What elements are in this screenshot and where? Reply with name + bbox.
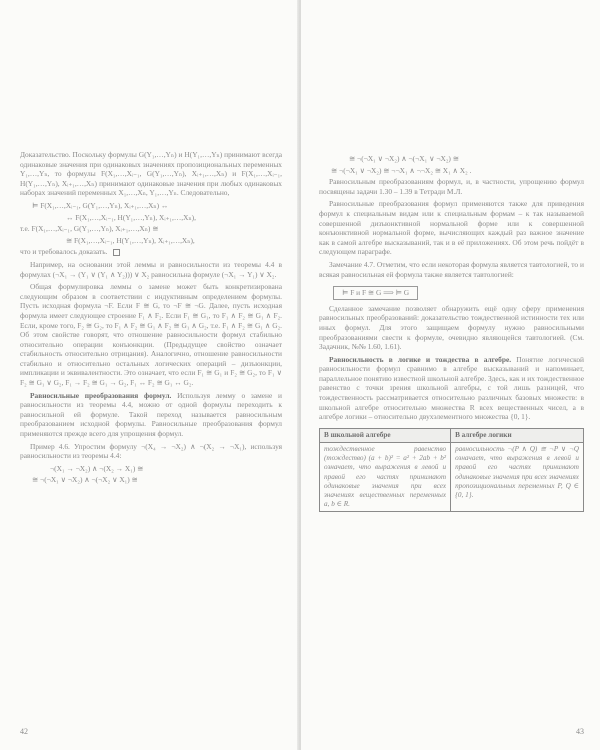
normal-forms-paragraph: Равносильные преобразования формул применяются также для приведения формул к специальным видам или к специальным формам – к так называемой совершенной дизъюнктивной нормальной форме или к совершенной конъюнктивной нормальной форме, вычисляющих каждый раз важное значение как в самой алгебре высказываний, так и в её приложениях. Об этом речь пойдёт в следующем параграфе. bbox=[319, 199, 584, 257]
table-header-row bbox=[320, 428, 584, 442]
analogy-paragraph: Сделанное замечание позволяет обнаружить ещё одну сферу применения равносильных преобразований: доказательство тождественной истинности тех или иных формул. Для этого защищаем формулу нужно равносильными преобразованиями свести к формуле, очевидно являющейся тавтологией. (См. Задачник, №№ 1.60, 1.61). bbox=[319, 303, 584, 352]
qed-line bbox=[20, 247, 282, 257]
example-4-6-intro: Пример 4.6. Упростим формулу ¬(X₄ → ¬X₂) ∧ ¬(X₂ → ¬X₁), используя равносильности из теоремы 4.4: bbox=[20, 441, 282, 461]
example-paragraph: Например, на основании этой леммы и равносильности из теоремы 4.4 в формулах (¬X₁ → (Y₁ ∨ (Y₁ ∧ Y₂))) ∨ X₂ равносильна формуле (¬X₁ → Y₁) ∨ X₂. bbox=[20, 259, 282, 279]
left-text-column bbox=[20, 150, 282, 487]
table-cell-logic-algebra: равносильность ¬(P ∧ Q) ≅ ¬P ∨ ¬Q означает, что выражения в левой и правой его частях принимают одинаковые значения при всех значениях пропозициональных переменных P, Q ∈ {0, 1}. bbox=[451, 443, 584, 512]
table-cell-school-algebra: тождественное равенство (тождество) (a + b)² = a² + 2ab + b² означает, что выражения в левой и правой его частях принимают одинаковые значения при всех значениях вещественных переменных a, b ∈ R. bbox=[320, 443, 451, 512]
qed-text: что и требовалось доказать. bbox=[20, 247, 108, 257]
proof-intro-paragraph: Доказательство. Поскольку формулы G(Y₁,…,Yₙ) и H(Y₁,…,Yₙ) принимают всегда одинаковые значения при одинаковых значениях пропозициональных переменных Y₁,…,Yₙ, то формулы F(X₁,…,Xᵢ₋₁, G(Y₁,…,Yₙ), Xᵢ₊₁,…,Xₙ) и F(X₁,…,Xᵢ₋₁, H(Y₁,…,Yₙ), Xᵢ₊₁,…,Xₙ) принимают одинаковые значения при любых одинаковых наборах значений переменных X₁,…,Xₙ, Y₁,…,Yₙ. Следовательно, bbox=[20, 150, 282, 198]
exercises-reference-paragraph: Равносильным преобразованиям формул, и, в частности, упрощению формул посвящены задачи 1.30 – 1.39 в Тетради М.Л. bbox=[319, 177, 584, 196]
transform-text: Используя лемму о замене и равносильности из теоремы 4.4, можно от одной формулы переходить к равносильной ей формуле. Такой переход называется равносильным преобразованием исходной формулы. Равносильные преобразования формул применяются прежде всего для упрощения формул. bbox=[20, 390, 282, 439]
left-page bbox=[0, 0, 299, 750]
continued-formula-1: ≅ ¬(¬X₁ ∨ ¬X₂) ∧ ¬(¬X₁ ∨ ¬X₂) ≅ bbox=[349, 154, 459, 163]
section-heading-identity: Равносильность в логике и тождества в алгебре. bbox=[329, 354, 512, 364]
formula-line-3: т.е. F(X₁,…,Xᵢ₋₁, G(Y₁,…,Yₙ), Xᵢ₊₁,…,Xₙ) ≅ bbox=[20, 224, 159, 234]
formula-line-2: ↔ F(X₁,…,Xᵢ₋₁, H(Y₁,…,Yₙ), Xᵢ₊₁,…,Xₙ), bbox=[66, 212, 196, 222]
continued-formula-2: ≅ ¬(¬X₁ ∨ ¬X₂) ≅ ¬¬X₁ ∧ ¬¬X₂ ≅ X₁ ∧ X₂ . bbox=[331, 165, 472, 175]
right-page bbox=[301, 0, 600, 750]
page-number-right: 43 bbox=[576, 727, 584, 736]
general-lemma-paragraph: Общая формулировка леммы о замене может быть конкретизирована следующим образом в соответствии с индуктивным определением формулы. Пусть исходная формула ¬F. Если F ≅ G, то ¬F ≅ ¬G. Далее, пусть исходная формула имеет следующее строение F₁ ∧ F₂. Если F₁ ≅ G₁, то F₁ ∧ F₂ ≅ G₁ ∧ F₂. Если, кроме того, F₂ ≅ G₂, то F₁ ∧ F₂ ≅ G₁ ∧ F₂ ≅ G₁ ∧ G₂, т.е. F₁ ∧ F₂ ≅ G₁ ∧ G₂. Об этом свойстве говорят, что отношение равносильности формул стабильно относительно операции конъюнкции. (Предыдущее свойство означает стабильность относительно отрицания). Аналогично, отношение равносильности стабильно и относительно остальных логических операций – дизъюнкции, импликации и эквивалентности. Это означает, что если F₁ ≅ G₁ и F₂ ≅ G₂, то F₁ ∨ F₂ ≅ G₁ ∨ G₂, F₁ → F₂ ≅ G₁ → G₂, F₁ ↔ F₂ ≅ G₁ ↔ G₂. bbox=[20, 282, 282, 388]
formula-line-1: ⊨ F(X₁,…,Xᵢ₋₁, G(Y₁,…,Yₙ), Xᵢ₊₁,…,Xₙ) ↔ bbox=[32, 200, 169, 210]
identity-text: Понятие логической равносильности формул сравнимо в алгебре высказываний и напоминает, параллельное понятию известной школьной алгебре. Здесь, как и их тождественное равенство с точки зрения школьной алгебры, с той лишь разницей, что тождественность рассматривается относительно различных базовых множеств: в школьной алгебре относительно множества R всех вещественных чисел, а в алгебре логики – относительно двухэлементного множества {0, 1}. bbox=[319, 354, 584, 422]
qed-square-icon bbox=[113, 249, 120, 256]
section-heading-transformations: Равносильные преобразования формул. bbox=[30, 390, 172, 400]
example-formula-1: ¬(X₁ → ¬X₂) ∧ ¬(X₂ → X₁) ≅ bbox=[50, 463, 144, 473]
page-number-left: 42 bbox=[20, 727, 28, 736]
identity-paragraph bbox=[319, 355, 584, 422]
table-header-school-algebra: В школьной алгебре bbox=[320, 428, 451, 442]
example-formula-2: ≅ ¬(¬X₁ ∨ ¬X₂) ∧ ¬(¬X₂ ∨ X₁) ≅ bbox=[32, 475, 138, 485]
comparison-table bbox=[319, 428, 584, 513]
table-row bbox=[320, 443, 584, 512]
table-header-logic-algebra: В алгебре логики bbox=[451, 428, 584, 442]
right-text-column bbox=[319, 152, 584, 512]
formula-line-4: ≅ F(X₁,…,Xᵢ₋₁, H(Y₁,…,Yₙ), Xᵢ₊₁,…,Xₙ), bbox=[66, 235, 195, 245]
transform-paragraph bbox=[20, 391, 282, 439]
tautology-formula-box: ⊨ F и F ≅ G ⟹ ⊨ G bbox=[333, 286, 418, 300]
remark-4-7: Замечание 4.7. Отметим, что если некоторая формула является тавтологией, то и всякая равносильная ей формула также является тавтологией: bbox=[319, 259, 584, 279]
